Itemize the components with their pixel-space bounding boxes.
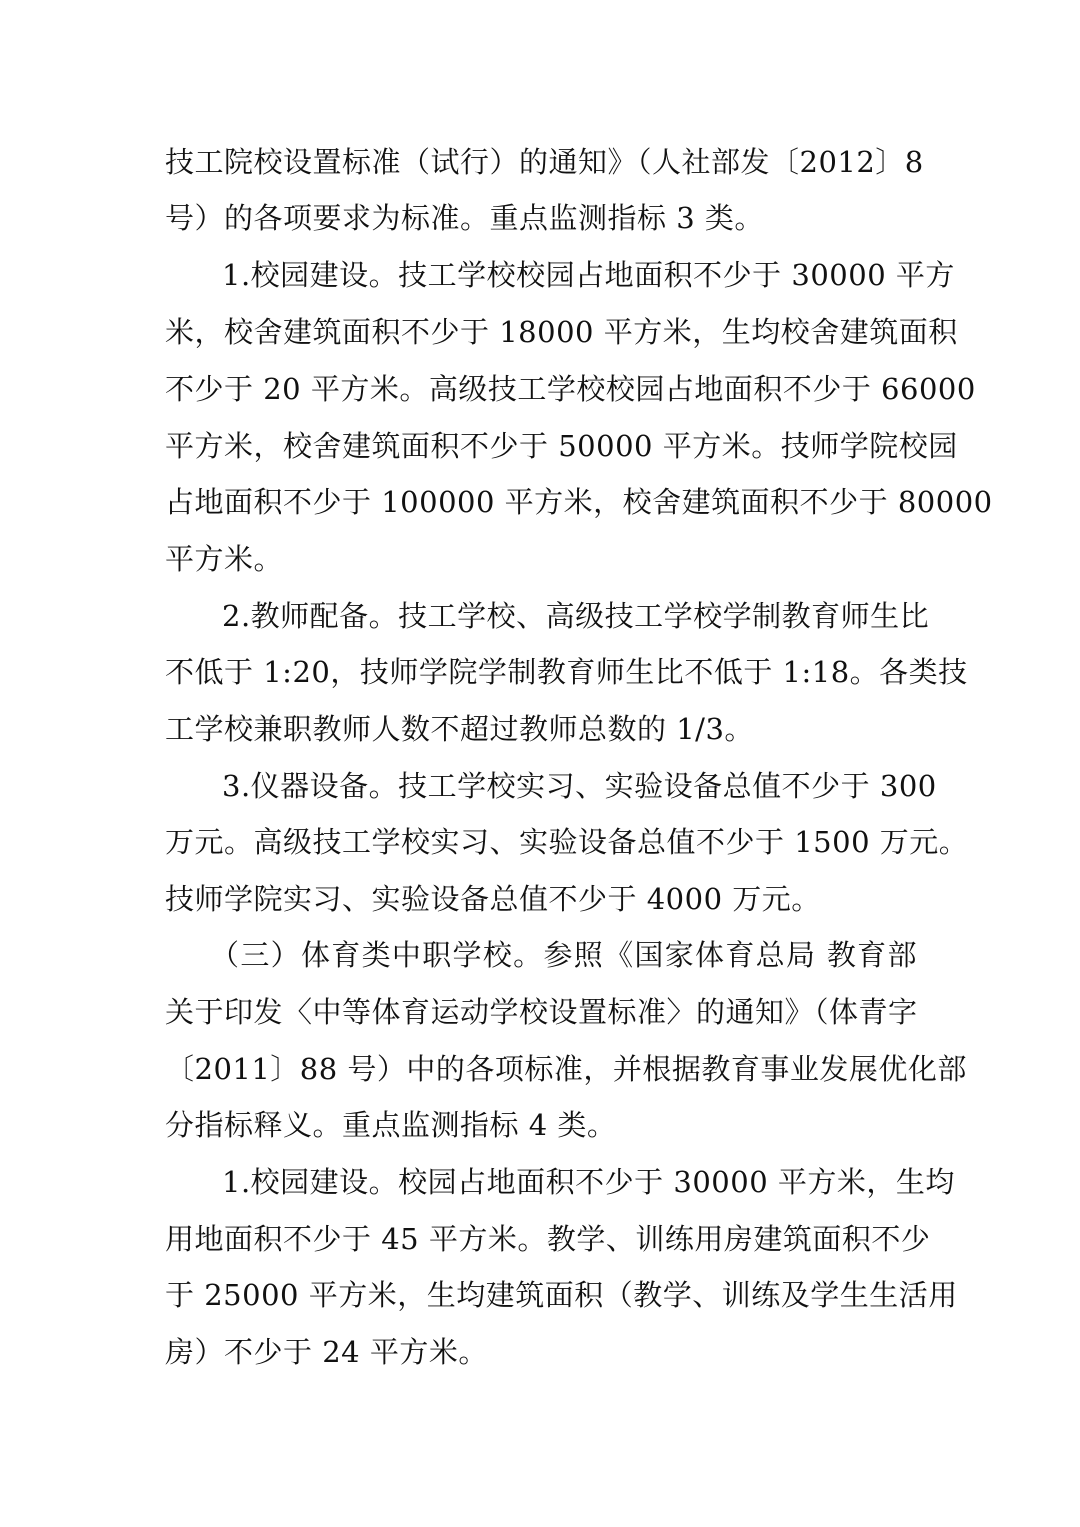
text-line: 工学校兼职教师人数不超过教师总数的 1/3。 <box>165 712 754 746</box>
section-heading-line: （三）体育类中职学校。参照《国家体育总局 教育部 <box>210 938 917 972</box>
text-line: 于 25000 平方米，生均建筑面积（教学、训练及学生生活用 <box>165 1278 958 1312</box>
text-line: 不少于 20 平方米。高级技工学校校园占地面积不少于 66000 <box>165 372 976 406</box>
text-line: 平方米。 <box>165 542 284 576</box>
text-line: 万元。高级技工学校实习、实验设备总值不少于 1500 万元。 <box>165 825 969 859</box>
text-line: 分指标释义。重点监测指标 4 类。 <box>165 1108 617 1142</box>
text-line: 技工院校设置标准（试行）的通知》（人社部发〔2012〕8 <box>165 145 924 179</box>
text-line: 房）不少于 24 平方米。 <box>165 1335 488 1369</box>
text-line: 平方米，校舍建筑面积不少于 50000 平方米。技师学院校园 <box>165 429 958 463</box>
text-line: 关于印发〈中等体育运动学校设置标准〉的通知》（体青字 <box>165 995 918 1029</box>
text-line: 1.校园建设。技工学校校园占地面积不少于 30000 平方 <box>222 258 955 292</box>
text-line: 1.校园建设。校园占地面积不少于 30000 平方米，生均 <box>222 1165 955 1199</box>
text-line: 技师学院实习、实验设备总值不少于 4000 万元。 <box>165 882 821 916</box>
text-line: 占地面积不少于 100000 平方米，校舍建筑面积不少于 80000 <box>165 485 993 519</box>
text-line: 2.教师配备。技工学校、高级技工学校学制教育师生比 <box>222 599 930 633</box>
text-line: 用地面积不少于 45 平方米。教学、训练用房建筑面积不少 <box>165 1222 931 1256</box>
text-line: 不低于 1:20，技师学院学制教育师生比不低于 1:18。各类技 <box>165 655 968 689</box>
text-line: 〔2011〕88 号）中的各项标准，并根据教育事业发展优化部 <box>165 1052 967 1086</box>
text-line: 号）的各项要求为标准。重点监测指标 3 类。 <box>165 201 764 235</box>
text-line: 3.仪器设备。技工学校实习、实验设备总值不少于 300 <box>222 769 937 803</box>
text-line: 米，校舍建筑面积不少于 18000 平方米，生均校舍建筑面积 <box>165 315 958 349</box>
